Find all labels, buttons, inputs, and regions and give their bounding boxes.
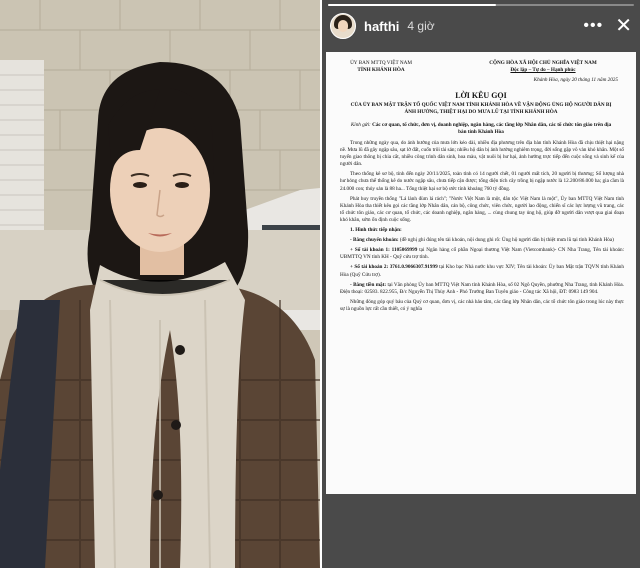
close-icon[interactable]: ✕	[615, 15, 632, 37]
more-options-icon[interactable]: •••	[583, 17, 604, 34]
section-heading: 1. Hình thức tiếp nhận:	[350, 227, 402, 234]
addressee-prefix: Kính gửi:	[350, 122, 371, 128]
paragraph-1: Trong những ngày qua, do ảnh hưởng của mưa lớn kéo dài, nhiều địa phương trên địa bàn tỉnh Khánh Hòa đã chịu thiệt hại nặng nề. Mưa lũ đã gây ngập sâu, sạt lở đất, cuốn trôi tài sản; nhiều hộ dân bị ảnh hưởng nghiêm trọng, đời sống gặp vô vàn khó khăn. Một số tuyến giao thông bị chia cắt, nhiều công trình dân sinh, hoa màu, vật nuôi bị hư hại, ảnh hưởng trực tiếp đến cuộc sống và sinh kế của người dân.	[340, 140, 624, 168]
paragraph-2: Theo thống kê sơ bộ, tính đến ngày 20/11/2025, toàn tỉnh có 14 người chết, 01 người mất tích, 20 người bị thương; Số lượng nhà hư hỏng chưa thể thống kê do nước ngập sâu, chưa tiếp cận được; tổng diện tích cây trồng bị ngập nước là 12.200/86.000 ha; gia cầm là 24.000 con; thủy sản là 88 ha... Tổng thiệt hại sơ bộ ước tính khoảng 760 tỷ đồng.	[340, 171, 624, 192]
document-body	[326, 136, 636, 313]
paragraph-3: Phát huy truyền thống "Lá lành đùm lá rách"; "Nước Việt Nam là một, dân tộc Việt Nam là một", Ủy ban MTTQ Việt Nam tỉnh Khánh Hòa tha thiết kêu gọi các tầng lớp Nhân dân, cán bộ, công chức, viên chức, người lao động, chiến sĩ các lực lượng vũ trang, các tổ chức tôn giáo, các cơ quan, tổ chức, các doanh nghiệp, ngân hàng, ... cùng chung tay ủng hộ, giúp đỡ người dân vượt qua giai đoạn khó khăn, sớm ổn định cuộc sống.	[340, 195, 624, 223]
account-2-item: + Số tài khoản 2: 3761.0.9066307.91999 tại Kho bạc Nhà nước khu vực XIV; Tên tài khoản: Ủy ban Mặt trận TQVN tỉnh Khánh Hòa (Quỹ Cứu trợ).	[340, 264, 624, 278]
document-title: LỜI KÊU GỌI	[455, 91, 507, 100]
paragraph-4: Những đóng góp quý báu của Quý cơ quan, đơn vị, các nhà hảo tâm, các tầng lớp Nhân dân, các tổ chức tôn giáo trong lúc này thực sự là nguồn lực rất cần thiết, có ý nghĩa	[340, 298, 624, 312]
document-subtitle: CỦA ỦY BAN MẶT TRẬN TỔ QUỐC VIỆT NAM TỈNH KHÁNH HÒA VỀ VẬN ĐỘNG ỦNG HỘ NGƯỜI DÂN BỊ ẢNH HƯỞNG, THIỆT HẠI DO MƯA LŨ TẠI TỈNH KHÁNH HÒA	[350, 102, 612, 115]
story-viewer	[322, 0, 640, 568]
story-timestamp: 4 giờ	[407, 19, 435, 33]
bank-transfer-item: - Bằng chuyển khoản: (đề nghị ghi đúng tên tài khoản, nội dung ghi rõ: Ủng hộ người dân bị thiệt mưa lũ tại tỉnh Khánh Hòa)	[350, 237, 614, 244]
document-addressee	[346, 122, 616, 136]
account-1-item: + Số tài khoản 1: 1105069999 tại Ngân hàng cổ phần Ngoại thương Việt Nam (Vietcombank)- CN Nha Trang, Tên tài khoản: UBMTTQ VN tỉnh KH - Quỹ cứu trợ tỉnh.	[340, 247, 625, 261]
avatar[interactable]	[330, 13, 356, 39]
org-line-1: ỦY BAN MTTQ VIỆT NAM	[350, 60, 412, 66]
issuing-org	[336, 60, 426, 74]
national-header	[458, 60, 628, 74]
nation-motto: Độc lập – Tự do – Hạnh phúc	[510, 67, 576, 73]
nation-line-1: CỘNG HÒA XÃ HỘI CHỦ NGHĨA VIỆT NAM	[489, 60, 597, 66]
document-date: Khánh Hòa, ngày 20 tháng 11 năm 2025	[533, 77, 618, 83]
story-header	[330, 12, 632, 40]
cash-item: - Bằng tiền mặt: tại Văn phòng Ủy ban MTTQ Việt Nam tỉnh Khánh Hòa, số 02 Ngô Quyền, phường Nha Trang, tỉnh Khánh Hòa. Điện thoại: 02583. 822.955, Đ/c Nguyễn Thị Thùy Anh - Phó Trưởng Ban Tuyên giáo - Công tác Xã hội, ĐT: 0983 149 904.	[340, 281, 625, 295]
story-username[interactable]: hafthi	[364, 18, 400, 34]
document-image	[326, 52, 636, 494]
addressee-text: Các cơ quan, tổ chức, đơn vị, doanh nghiệp, ngân hàng, các tầng lớp Nhân dân, các tổ chức tôn giáo trên địa bàn tỉnh Khánh Hòa	[372, 122, 612, 135]
story-progress-bar	[328, 4, 634, 6]
org-line-2: TỈNH KHÁNH HÒA	[357, 67, 405, 73]
story-progress-fill	[328, 4, 496, 6]
